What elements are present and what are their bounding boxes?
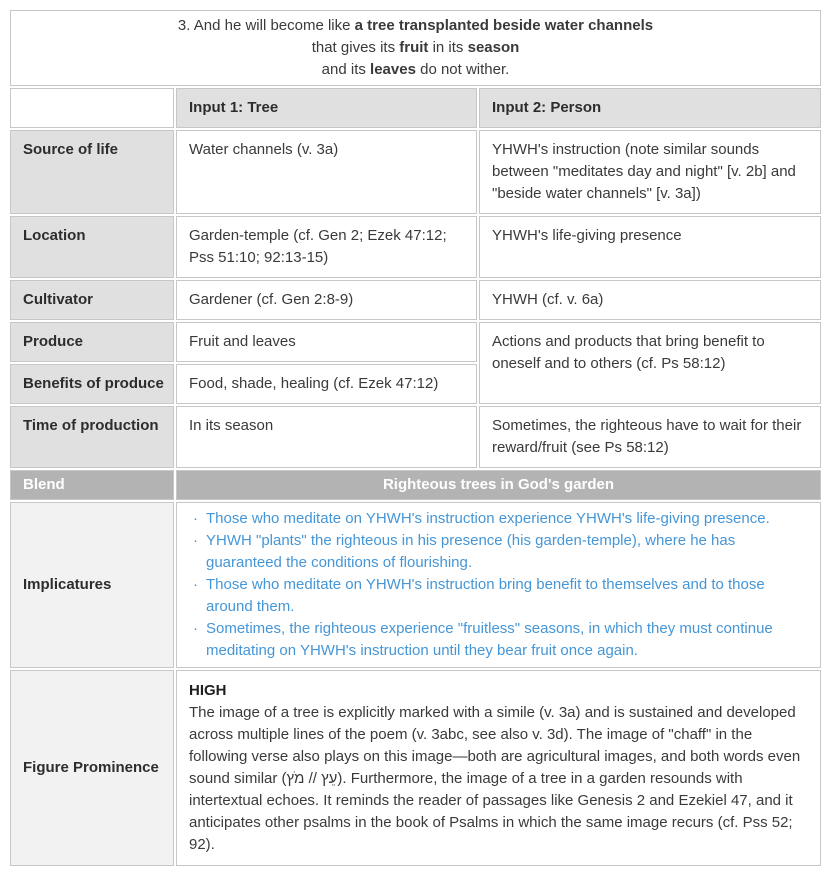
implicature-item: · Sometimes, the righteous experience "fruitless" seasons, in which they must continue meditating on YHWH's instruction until they bear fruit once again.: [189, 618, 808, 662]
row-label-produce: Produce: [10, 322, 174, 362]
cell-cultivator-tree: Gardener (cf. Gen 2:8-9): [176, 280, 477, 320]
implicature-item: · Those who meditate on YHWH's instruction experience YHWH's life-giving presence.: [189, 508, 808, 530]
verse-line-2: [23, 37, 808, 59]
implicature-item: · YHWH "plants" the righteous in his presence (his garden-temple), where he has guaranteed the conditions of flourishing.: [189, 530, 808, 574]
corner-blank-cell: [10, 88, 174, 128]
cell-blend-value: Righteous trees in God's garden: [176, 470, 821, 500]
verse-line3-plain1: and its: [321, 61, 371, 78]
cell-implicatures: [176, 502, 821, 668]
column-header-input1-tree: Input 1: Tree: [176, 88, 477, 128]
verse-line1-plain: 3. And he will become like: [177, 17, 355, 34]
column-header-row: [10, 88, 821, 128]
verse-text-block: [10, 10, 821, 86]
row-time-of-production: [10, 406, 821, 468]
row-label-benefits-of-produce: Benefits of produce: [10, 364, 174, 404]
column-header-input2-person: Input 2: Person: [479, 88, 821, 128]
verse-line2-plain1: that gives its: [311, 39, 400, 56]
verse-line2-plain2: in its: [428, 39, 468, 56]
cell-location-tree: Garden-temple (cf. Gen 2; Ezek 47:12; Pss 51:10; 92:13-15): [176, 216, 477, 278]
row-label-blend: Blend: [10, 470, 174, 500]
verse-line2-bold1: fruit: [399, 39, 429, 56]
row-produce: [10, 322, 821, 362]
verse-line-3: [23, 59, 808, 81]
conceptual-blend-table: [8, 8, 823, 868]
row-blend: [10, 470, 821, 500]
row-location: [10, 216, 821, 278]
row-label-time-of-production: Time of production: [10, 406, 174, 468]
row-label-figure-prominence: Figure Prominence: [10, 670, 174, 866]
figure-prominence-level: HIGH: [189, 682, 227, 699]
verse-line1-bold: a tree transplanted beside water channels: [354, 17, 654, 34]
row-label-cultivator: Cultivator: [10, 280, 174, 320]
verse-line-1: [23, 15, 808, 37]
cell-source-of-life-tree: Water channels (v. 3a): [176, 130, 477, 214]
row-figure-prominence: [10, 670, 821, 866]
implicature-item: · Those who meditate on YHWH's instruction bring benefit to themselves and to those around them.: [189, 574, 808, 618]
cell-source-of-life-person: YHWH's instruction (note similar sounds between "meditates day and night" [v. 2b] and "beside water channels" [v. 3a]): [479, 130, 821, 214]
row-label-source-of-life: Source of life: [10, 130, 174, 214]
figure-prominence-description: The image of a tree is explicitly marked with a simile (v. 3a) and is sustained and developed across multiple lines of the poem (v. 3abc, see also v. 3d). The image of "chaff" in the following verse also plays on this image—both are agricultural images, and both words even sound similar (עֵץ // מֹץ). Furthermore, the image of a tree in a garden resounds with intertextual echoes. It reminds the reader of passages like Genesis 2 and Ezekiel 47, and it anticipates other psalms in the book of Psalms in which the same image recurs (cf. Pss 52; 92).: [189, 704, 801, 853]
implicatures-list: [189, 508, 808, 662]
verse-line3-plain2: do not wither.: [415, 61, 510, 78]
cell-location-person: YHWH's life-giving presence: [479, 216, 821, 278]
verse-line3-bold: leaves: [370, 61, 416, 78]
cell-time-of-production-tree: In its season: [176, 406, 477, 468]
row-cultivator: [10, 280, 821, 320]
cell-benefits-of-produce-tree: Food, shade, healing (cf. Ezek 47:12): [176, 364, 477, 404]
cell-cultivator-person: YHWH (cf. v. 6a): [479, 280, 821, 320]
cell-figure-prominence: [176, 670, 821, 866]
row-label-implicatures: Implicatures: [10, 502, 174, 668]
row-label-location: Location: [10, 216, 174, 278]
cell-produce-tree: Fruit and leaves: [176, 322, 477, 362]
cell-time-of-production-person: Sometimes, the righteous have to wait for their reward/fruit (see Ps 58:12): [479, 406, 821, 468]
row-implicatures: [10, 502, 821, 668]
verse-line2-bold2: season: [467, 39, 520, 56]
verse-row: [10, 10, 821, 86]
row-source-of-life: [10, 130, 821, 214]
cell-produce-person: Actions and products that bring benefit to oneself and to others (cf. Ps 58:12): [479, 322, 821, 404]
